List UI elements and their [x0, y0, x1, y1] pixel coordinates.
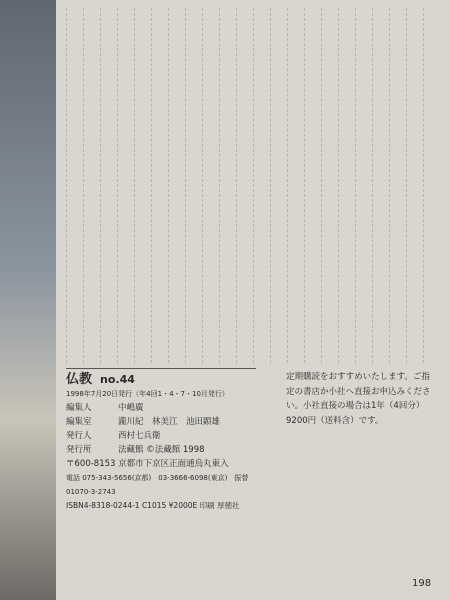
text-column — [66, 8, 82, 363]
text-column — [202, 8, 218, 363]
text-column — [100, 8, 116, 363]
colophon — [66, 368, 256, 577]
text-column — [372, 8, 388, 363]
colophon-row: 編集人 中嶋廣 — [66, 403, 144, 413]
article-body-columns — [66, 8, 442, 363]
text-column — [287, 8, 303, 363]
text-column — [168, 8, 184, 363]
text-column — [304, 8, 320, 363]
text-column — [355, 8, 371, 363]
magazine-title: 仏教 — [66, 372, 93, 387]
isbn-line: ISBN4-8318-0244-1 C1015 ¥2000E 印刷 厚徳社 — [66, 501, 240, 510]
colophon-masthead — [66, 373, 256, 387]
text-column — [389, 8, 405, 363]
colophon-row: 発行人 西村七兵衛 — [66, 431, 161, 441]
publisher-address: 〒600-8153 京都市下京区正面通烏丸東入 — [66, 459, 229, 469]
text-column — [321, 8, 337, 363]
text-column — [253, 8, 269, 363]
subscription-notice: 定期購読をおすすめいたします。ご指定の書店か小社へ直接お申込みください。小社直接の場合は1年（4回分）9200円（送料含）です。 — [286, 372, 431, 426]
text-column — [270, 8, 286, 363]
text-column — [236, 8, 252, 363]
text-column — [151, 8, 167, 363]
text-column — [406, 8, 422, 363]
text-column — [134, 8, 150, 363]
text-column — [83, 8, 99, 363]
text-column — [185, 8, 201, 363]
book-cover-photo — [0, 0, 56, 600]
text-column — [423, 8, 439, 363]
colophon-row: 発行所 法藏館 ©法藏館 1998 — [66, 445, 205, 455]
text-column — [219, 8, 235, 363]
publisher-phone: 電話 075-343-5656(京都) 03-3666-6098(東京) 振替01070-3-2743 — [66, 474, 249, 496]
issue-number: no.44 — [100, 373, 135, 386]
issue-date: 1998年7月20日発行（年4回1・4・7・10月発行） — [66, 390, 229, 398]
text-column — [117, 8, 133, 363]
page-number: 198 — [412, 578, 432, 589]
text-column — [338, 8, 354, 363]
colophon-row: 編集室 瀧川紀 林美江 池田顕雄 — [66, 417, 221, 427]
